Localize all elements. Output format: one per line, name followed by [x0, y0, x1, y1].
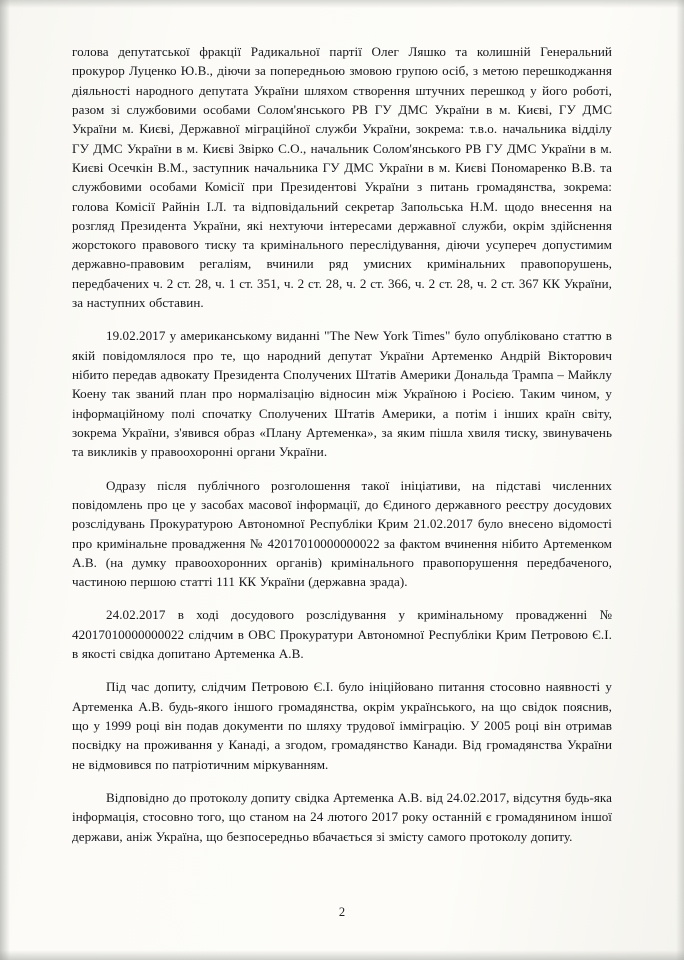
page-edge-shadow-left — [0, 0, 10, 960]
paragraph-witness-interrogation: 24.02.2017 в ході досудового розслідування у кримінальному провадженні № 42017010000000022 слідчим в ОВС Прокуратури Автономної Республіки Крим Петровою Є.І. в якості свідка допитано Артеменка А.В. — [72, 607, 612, 662]
page-body-text — [72, 42, 612, 860]
paragraph-continuation: голова депутатської фракції Радикальної партії Олег Ляшко та колишній Генеральний прокурор Луценко Ю.В., діючи за попередньою змовою групою осіб, з метою перешкоджання діяльності народного депутата України шляхом створення штучних перешкод у його роботі, разом зі службовими особами Солом'янського РВ ГУ ДМС України в м. Києві, ГУ ДМС України м. Києві, Державної міграційної служби України, зокрема: т.в.о. начальника відділу ГУ ДМС України в м. Києві Звірко С.О., начальник Солом'янського РВ ГУ ДМС України в м. Києві Осечкін В.М., заступник начальника ГУ ДМС України в м. Києві Пономаренко В.В. та службовими особами Комісії при Президентові України з питань громадянства, зокрема: голова Комісії Райнін І.Л. та відповідальний секретар Запольська Н.М. щодо внесення на розгляд Президента України, які нехтуючи інтересами державної служби, окрім здійснення жорстокого правового тиску та кримінального переслідування, діючи усупереч допустимим державно-правовим регаліям, вчинили ряд умисних кримінальних правопорушень, передбачених ч. 2 ст. 28, ч. 1 ст. 351, ч. 2 ст. 28, ч. 2 ст. 366, ч. 2 ст. 28, ч. 2 ст. 367 КК України, за наступних обставин. — [72, 44, 612, 311]
paragraph-nyt-publication: 19.02.2017 у американському виданні "The New York Times" було опубліковано статтю в якій повідомлялося про те, що народний депутат України Артеменко Андрій Вікторович нібито передав адвокату Президента Сполучених Штатів Америки Дональда Трампа – Майклу Коену так званий план про нормалізацію відносин між Україною і Росією. Таким чином, у інформаційному полі спочатку Сполучених Штатів Америки, а потім і інших країн світу, зокрема України, з'явився образ «Плану Артеменка», за яким пішла хвиля тиску, звинувачень та викликів у правоохоронні органи України. — [72, 328, 612, 460]
page-edge-shadow-bottom — [0, 950, 684, 960]
page-edge-shadow-right — [676, 0, 684, 960]
paragraph-protocol-conclusion: Відповідно до протоколу допиту свідка Артеменка А.В. від 24.02.2017, відсутня будь-яка інформація, стосовно того, що станом на 24 лютого 2017 року останній є громадянином іншої держави, аніж Україна, що безпосередньо вбачається зі змісту самого протоколу допиту. — [72, 789, 612, 844]
paragraph-citizenship-question: Під час допиту, слідчим Петровою Є.І. було ініційовано питання стосовно наявності у Артеменка А.В. будь-якого іншого громадянства, окрім українського, на що свідок пояснив, що у 1999 році він подав документи по шляху трудової імміграцію. У 2005 році він отримав посвідку на проживання у Канаді, а згодом, громадянство Канади. Від громадянства України не відмовився по патріотичним міркуванням. — [72, 679, 612, 772]
paragraph-criminal-proceedings-entry: Одразу після публічного розголошення такої ініціативи, на підставі численних повідомлень про це у засобах масової інформації, до Єдиного державного реєстру досудових розслідувань Прокуратурою Автономної Республіки Крим 21.02.2017 було внесено відомості про кримінальне провадження № 42017010000000022 за фактом вчинення нібито Артеменком А.В. (на думку правоохоронних органів) кримінального правопорушення передбаченого, частиною першою статті 111 КК України (державна зрада). — [72, 477, 612, 590]
page-edge-shadow-top — [0, 0, 684, 8]
page-number: 2 — [338, 905, 346, 919]
